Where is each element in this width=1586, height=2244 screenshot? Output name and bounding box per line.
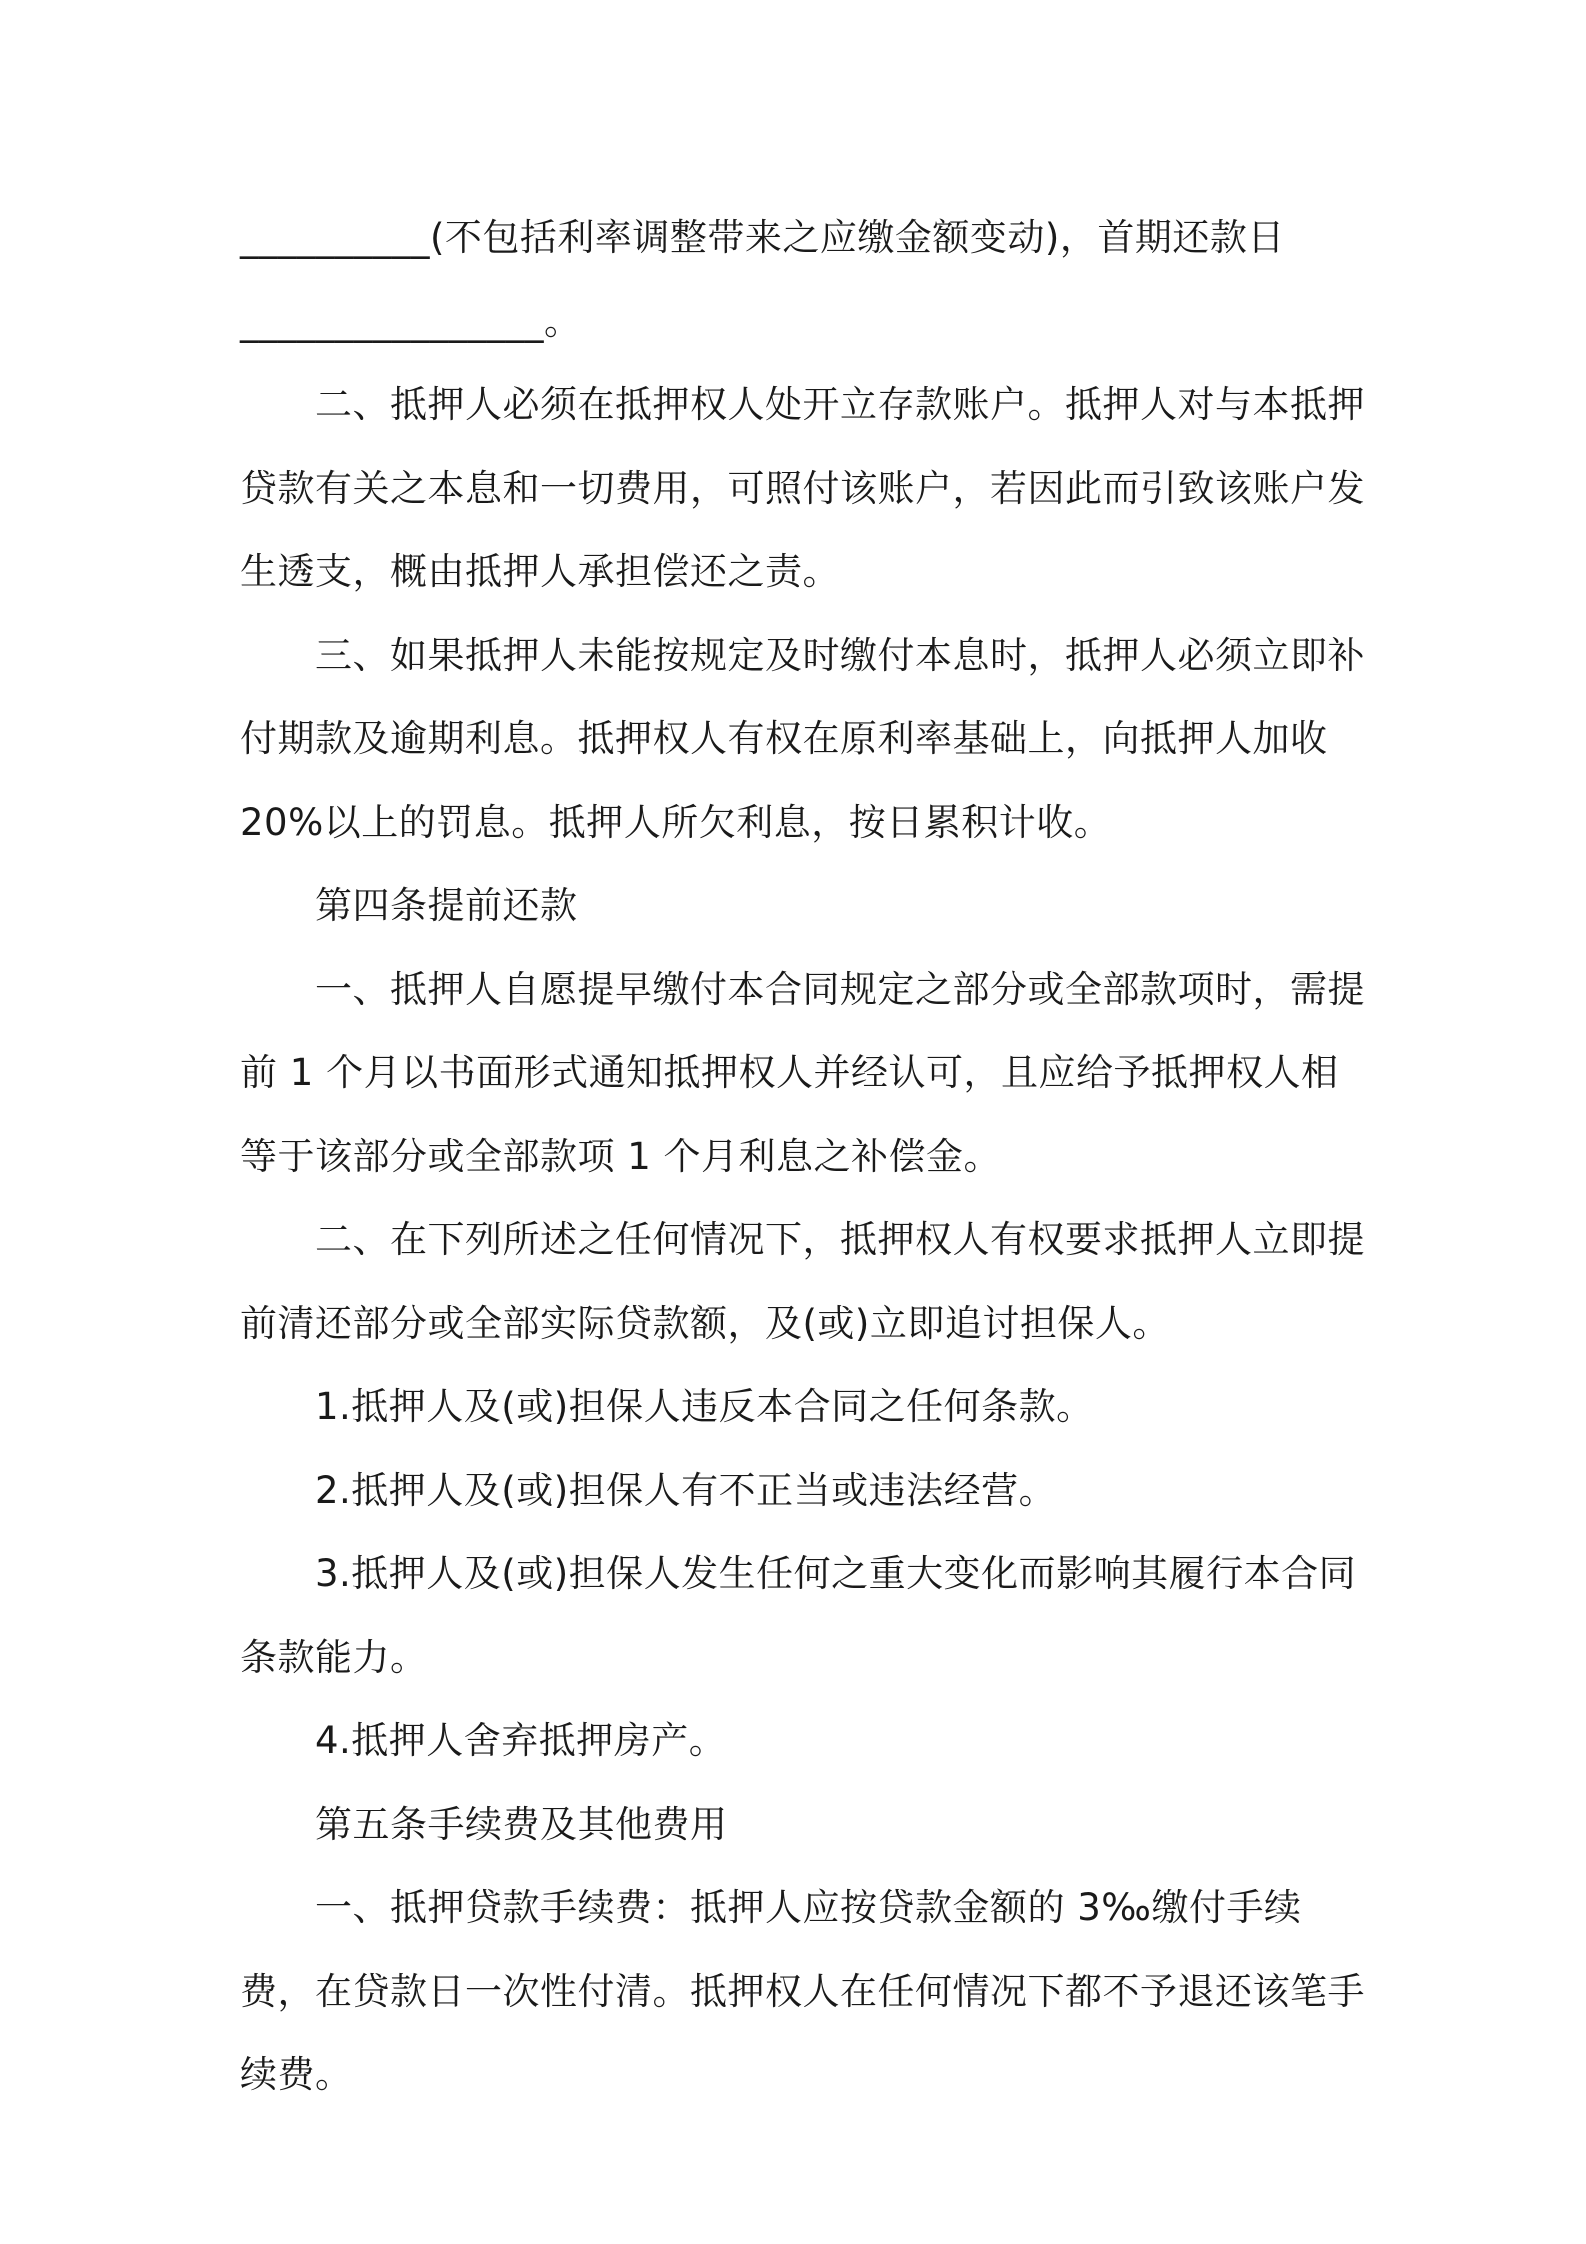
heading-article-4: 第四条提前还款: [315, 884, 578, 927]
list-item-illegal-operation: 2.抵押人及(或)担保人有不正当或违法经营。: [315, 1468, 1057, 1512]
document-body: [240, 196, 1365, 2117]
heading-article-5: 第五条手续费及其他费用: [315, 1802, 728, 1846]
list-item-major-change: 3.抵押人及(或)担保人发生任何之重大变化而影响其履行本合同条款能力。: [240, 1552, 1357, 1679]
list-item-abandon-property: 4.抵押人舍弃抵押房产。: [315, 1719, 727, 1762]
paragraph-deposit-account: 二、抵押人必须在抵押权人处开立存款账户。抵押人对与本抵押贷款有关之本息和一切费用，可照付该账户，若因此而引致该账户发生透支，概由抵押人承担偿还之责。: [240, 383, 1365, 593]
paragraph-early-repayment: 一、抵押人自愿提早缴付本合同规定之部分或全部款项时，需提前 1 个月以书面形式通知抵押权人并经认可，且应给予抵押权人相等于该部分或全部款项 1 个月利息之补偿金。: [240, 967, 1365, 1178]
paragraph-demand-repayment: 二、在下列所述之任何情况下，抵押权人有权要求抵押人立即提前清还部分或全部实际贷款额，及(或)立即追讨担保人。: [240, 1218, 1365, 1345]
paragraph-late-payment: 三、如果抵押人未能按规定及时缴付本息时，抵押人必须立即补付期款及逾期利息。抵押权人有权在原利率基础上，向抵押人加收20%以上的罚息。抵押人所欠利息，按日累积计收。: [240, 633, 1365, 844]
paragraph-handling-fee: 一、抵押贷款手续费：抵押人应按贷款金额的 3‰缴付手续费，在贷款日一次性付清。抵押权人在任何情况下都不予退还该笔手续费。: [240, 1886, 1365, 2096]
list-item-breach: 1.抵押人及(或)担保人违反本合同之任何条款。: [315, 1385, 1094, 1428]
paragraph-repayment-date: __________(不包括利率调整带来之应缴金额变动)，首期还款日________________。: [240, 216, 1285, 343]
